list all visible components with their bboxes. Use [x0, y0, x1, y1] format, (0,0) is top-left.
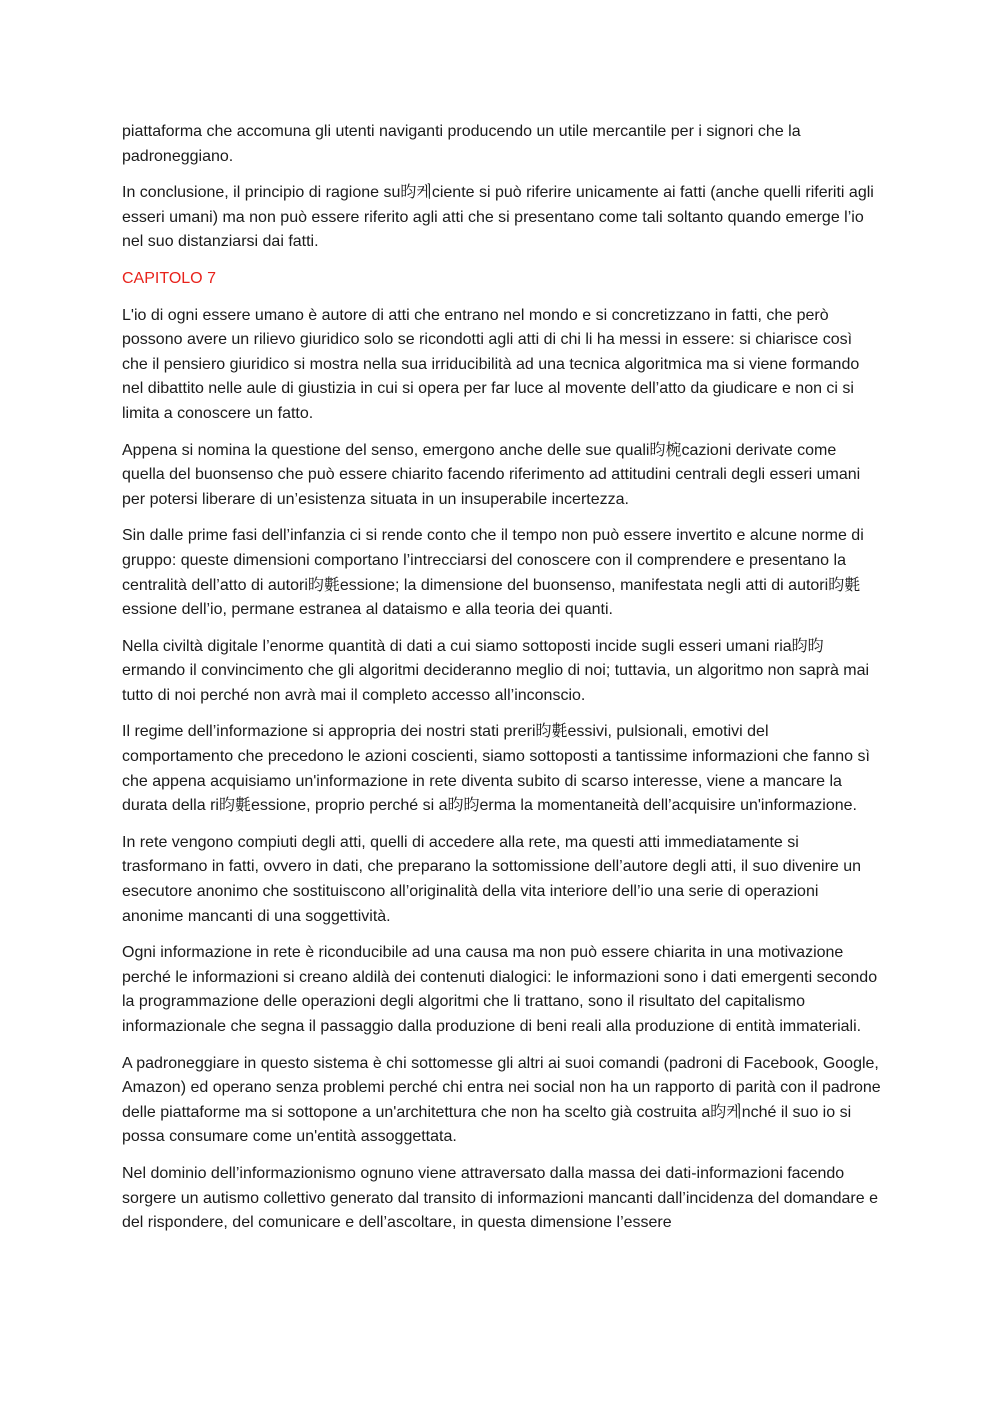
- paragraph: In rete vengono compiuti degli atti, quelli di accedere alla rete, ma questi atti immediatamente si trasformano in fatti, ovvero in dati, che preparano la sottomissione dell’autore degli atti, il suo divenire un esecutore anonimo che sostituiscono all’originalità della vita interiore dell’io una serie di operazioni anonime mancanti di una soggettività.: [122, 833, 862, 925]
- paragraph: Il regime dell’informazione si appropria dei nostri stati preri昀氀essivi, pulsionali, emotivi del comportamento che precedono le azioni coscienti, siamo sottoposti a tantissime informazioni che fanno sì che appena acquisiamo un'informazione in rete diventa subito di scarso interesse, viene a mancare la durata della ri昀氀essione, proprio perché si a昀昀erma la momentaneità dell’acquisire un'informazione.: [122, 723, 870, 815]
- paragraph: In conclusione, il principio di ragione su昀케ciente si può riferire unicamente ai fatti (anche quelli riferiti agli esseri umani) ma non può essere riferito agli atti che si presentano come tali soltanto quando emerge l’io nel suo distanziarsi dai fatti.: [122, 184, 874, 251]
- paragraph: Nel dominio dell’informazionismo ognuno viene attraversato dalla massa dei dati-informazioni facendo sorgere un autismo collettivo generato dal transito di informazioni mancanti dall’incidenza del domandare e del rispondere, del comunicare e dell’ascoltare, in questa dimensione l’essere: [122, 1164, 878, 1232]
- paragraph: piattaforma che accomuna gli utenti naviganti producendo un utile mercantile per i signori che la padroneggiano.: [122, 123, 801, 165]
- paragraph: Sin dalle prime fasi dell’infanzia ci si rende conto che il tempo non può essere invertito e alcune norme di gruppo: queste dimensioni comportano l’intrecciarsi del conoscere con il comprendere e presentano la centralità dell’atto di autori昀氀essione; la dimensione del buonsenso, manifestata negli atti di autori昀氀essione dell’io, permane estranea al dataismo e alla teoria dei quanti.: [122, 527, 864, 619]
- chapter-heading: CAPITOLO 7: [122, 269, 216, 287]
- paragraph: Appena si nomina la questione del senso, emergono anche delle sue quali昀椀cazioni derivate come quella del buonsenso che può essere chiarito facendo riferimento ad attitudini centrali degli esseri umani per potersi liberare di un’esistenza situata in un insuperabile incertezza.: [122, 441, 861, 508]
- paragraph: Ogni informazione in rete è riconducibile ad una causa ma non può essere chiarita in una motivazione perché le informazioni si creano aldilà dei contenuti dialogici: le informazioni sono i dati emergenti secondo la programmazione delle operazioni degli algoritmi che li trattano, sono il risultato del capitalismo informazionale che segna il passaggio dalla produzione di beni reali alla produzione di entità immateriali.: [122, 944, 878, 1035]
- paragraph: Nella civiltà digitale l’enorme quantità di dati a cui siamo sottoposti incide sugli esseri umani ria昀昀ermando il convincimento che gli algoritmi decideranno meglio di noi; tuttavia, un algoritmo non saprà mai tutto di noi perché non avrà mai il completo accesso all’inconscio.: [122, 637, 870, 704]
- paragraph: L'io di ogni essere umano è autore di atti che entrano nel mondo e si concretizzano in fatti, che però possono avere un rilievo giuridico solo se ricondotti agli atti di chi li ha messi in essere: si chiarisce così che il pensiero giuridico si mostra nella sua irriducibilità ad una tecnica algoritmica ma si viene formando nel dibattito nelle aule di giustizia in cui si opera per far luce al movente dell’atto da giudicare e non ci si limita a conoscere un fatto.: [122, 306, 860, 422]
- paragraph: A padroneggiare in questo sistema è chi sottomesse gli altri ai suoi comandi (padroni di Facebook, Google, Amazon) ed operano senza problemi perché chi entra nei social non ha un rapporto di parità con il padrone delle piattaforme ma si sottopone a un'architettura che non ha scelto già costruita a昀케nché il suo io si possa consumare come un'entità assoggettata.: [122, 1054, 881, 1146]
- page-content: [122, 120, 882, 1248]
